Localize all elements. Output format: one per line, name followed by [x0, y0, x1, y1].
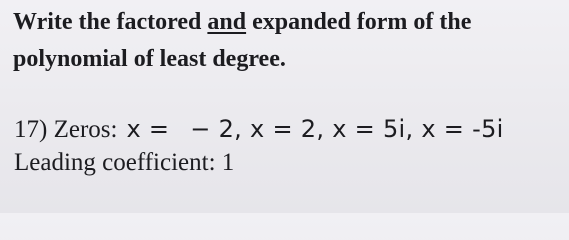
- zeros-list: x = − 2, x = 2, x = 5i, x = -5i: [126, 115, 504, 143]
- leading-coefficient: Leading coefficient: 1: [14, 149, 235, 176]
- instructions-text-before: Write the factored: [13, 9, 208, 35]
- instructions-line-1: [13, 10, 471, 34]
- problem-17: [14, 117, 504, 142]
- instructions-text-after: expanded form of the: [246, 9, 472, 35]
- instructions-line-2: polynomial of least degree.: [13, 46, 286, 72]
- problem-label: 17) Zeros:: [14, 116, 118, 143]
- instructions-emphasis-and: and: [207, 9, 247, 35]
